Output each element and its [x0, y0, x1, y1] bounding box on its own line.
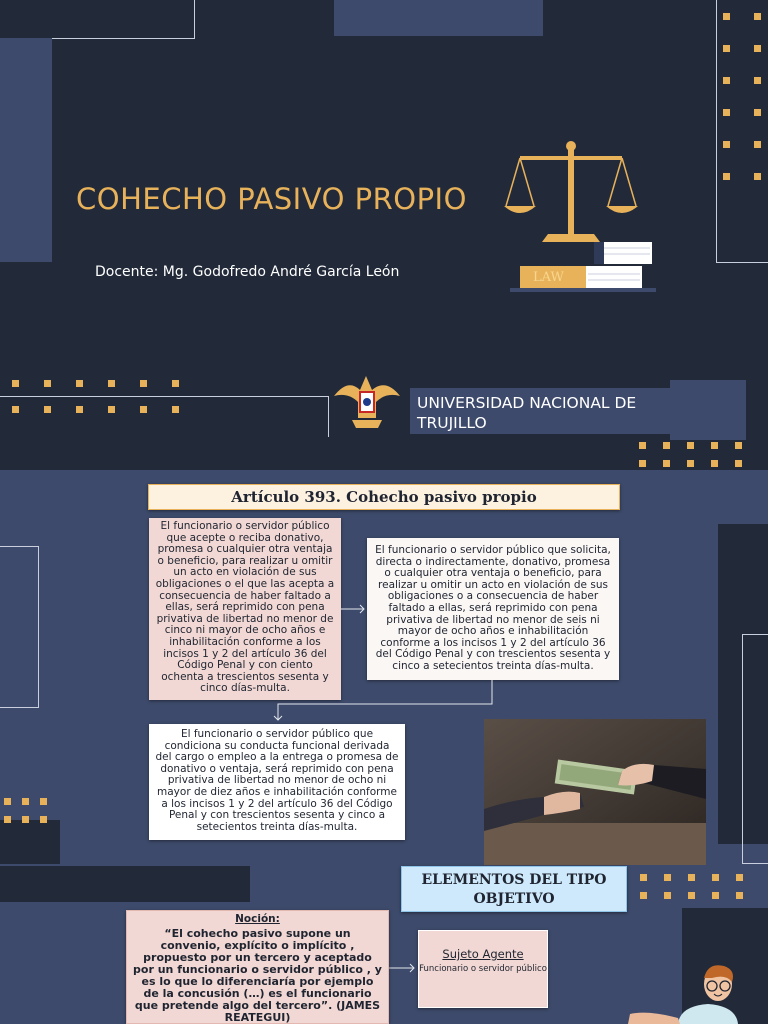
elements-title-line1: ELEMENTOS DEL TIPO: [421, 872, 607, 888]
article-paragraph-2-text: El funcionario o servidor público que solicita, directa o indirectamente, donativo, promesa o cualquier otra ventaja o beneficio, para realizar u omitir un acto en violación de sus obligaciones o a consecuencia de haber faltado a ellas, será reprimido con pena privativa de libertad no menor de seis ni mayor de ocho años e inhabilitación conforme a los incisos 1 y 2 del artículo 36 del Código Penal y con trescientos sesenta y cinco a setecientos treinta días-multa.: [375, 544, 611, 672]
notion-label: Noción:: [235, 913, 280, 925]
article-paragraph-3-text: El funcionario o servidor público que condiciona su conducta funcional derivada del cargo o empleo a la entrega o promesa de donativo o ventaja, será reprimido con pena privativa de libertad no menor de ocho ni mayor de diez años e inhabilitación conforme a los incisos 1 y 2 del artículo 36 del Código Penal y con trescientos sesenta y cinco a setecientos treinta días-multa.: [155, 728, 399, 833]
law-books-label: LAW: [533, 270, 564, 285]
elements-title: [401, 866, 627, 912]
university-name-line1: UNIVERSIDAD NACIONAL DE: [417, 394, 637, 412]
cartoon-man-icon: [628, 962, 738, 1024]
notion-box: [126, 910, 389, 1024]
notion-text: “El cohecho pasivo supone un convenio, explícito o implícito , propuesto por un tercero y aceptado por un funcionario o servidor público , y es lo que lo diferenciaría por ejemplo de la concusión (…) es el funcionario que pretende algo del tercero”. (JAMES REATEGUI): [133, 927, 382, 1024]
subject-agent-title: Sujeto Agente: [442, 947, 524, 961]
money-handover-photo: [484, 719, 706, 865]
elements-title-line2: OBJETIVO: [473, 891, 555, 907]
docente-label: Docente: Mg. Godofredo André García León: [95, 264, 400, 280]
article-title-text: Artículo 393. Cohecho pasivo propio: [231, 488, 537, 506]
title: COHECHO PASIVO PROPIO: [76, 182, 467, 216]
subject-agent-text: Funcionario o servidor público: [419, 963, 547, 974]
article-paragraph-1-text: El funcionario o servidor público que acepte o reciba donativo, promesa o cualquier otra ventaja o beneficio, para realizar u omitir un acto en violación de sus obligaciones o el que las acepta a consecuencia de haber faltado a ellas, será reprimido con pena privativa de libertad no menor de cinco ni mayor de ocho años e inhabilitación conforme a los incisos 1 y 2 del artículo 36 del Código Penal y con ciento ochenta a trescientos sesenta y cinco días-multa.: [155, 520, 335, 695]
subject-agent-box: [418, 930, 548, 1008]
university-name-line2: TRUJILLO: [417, 414, 487, 432]
